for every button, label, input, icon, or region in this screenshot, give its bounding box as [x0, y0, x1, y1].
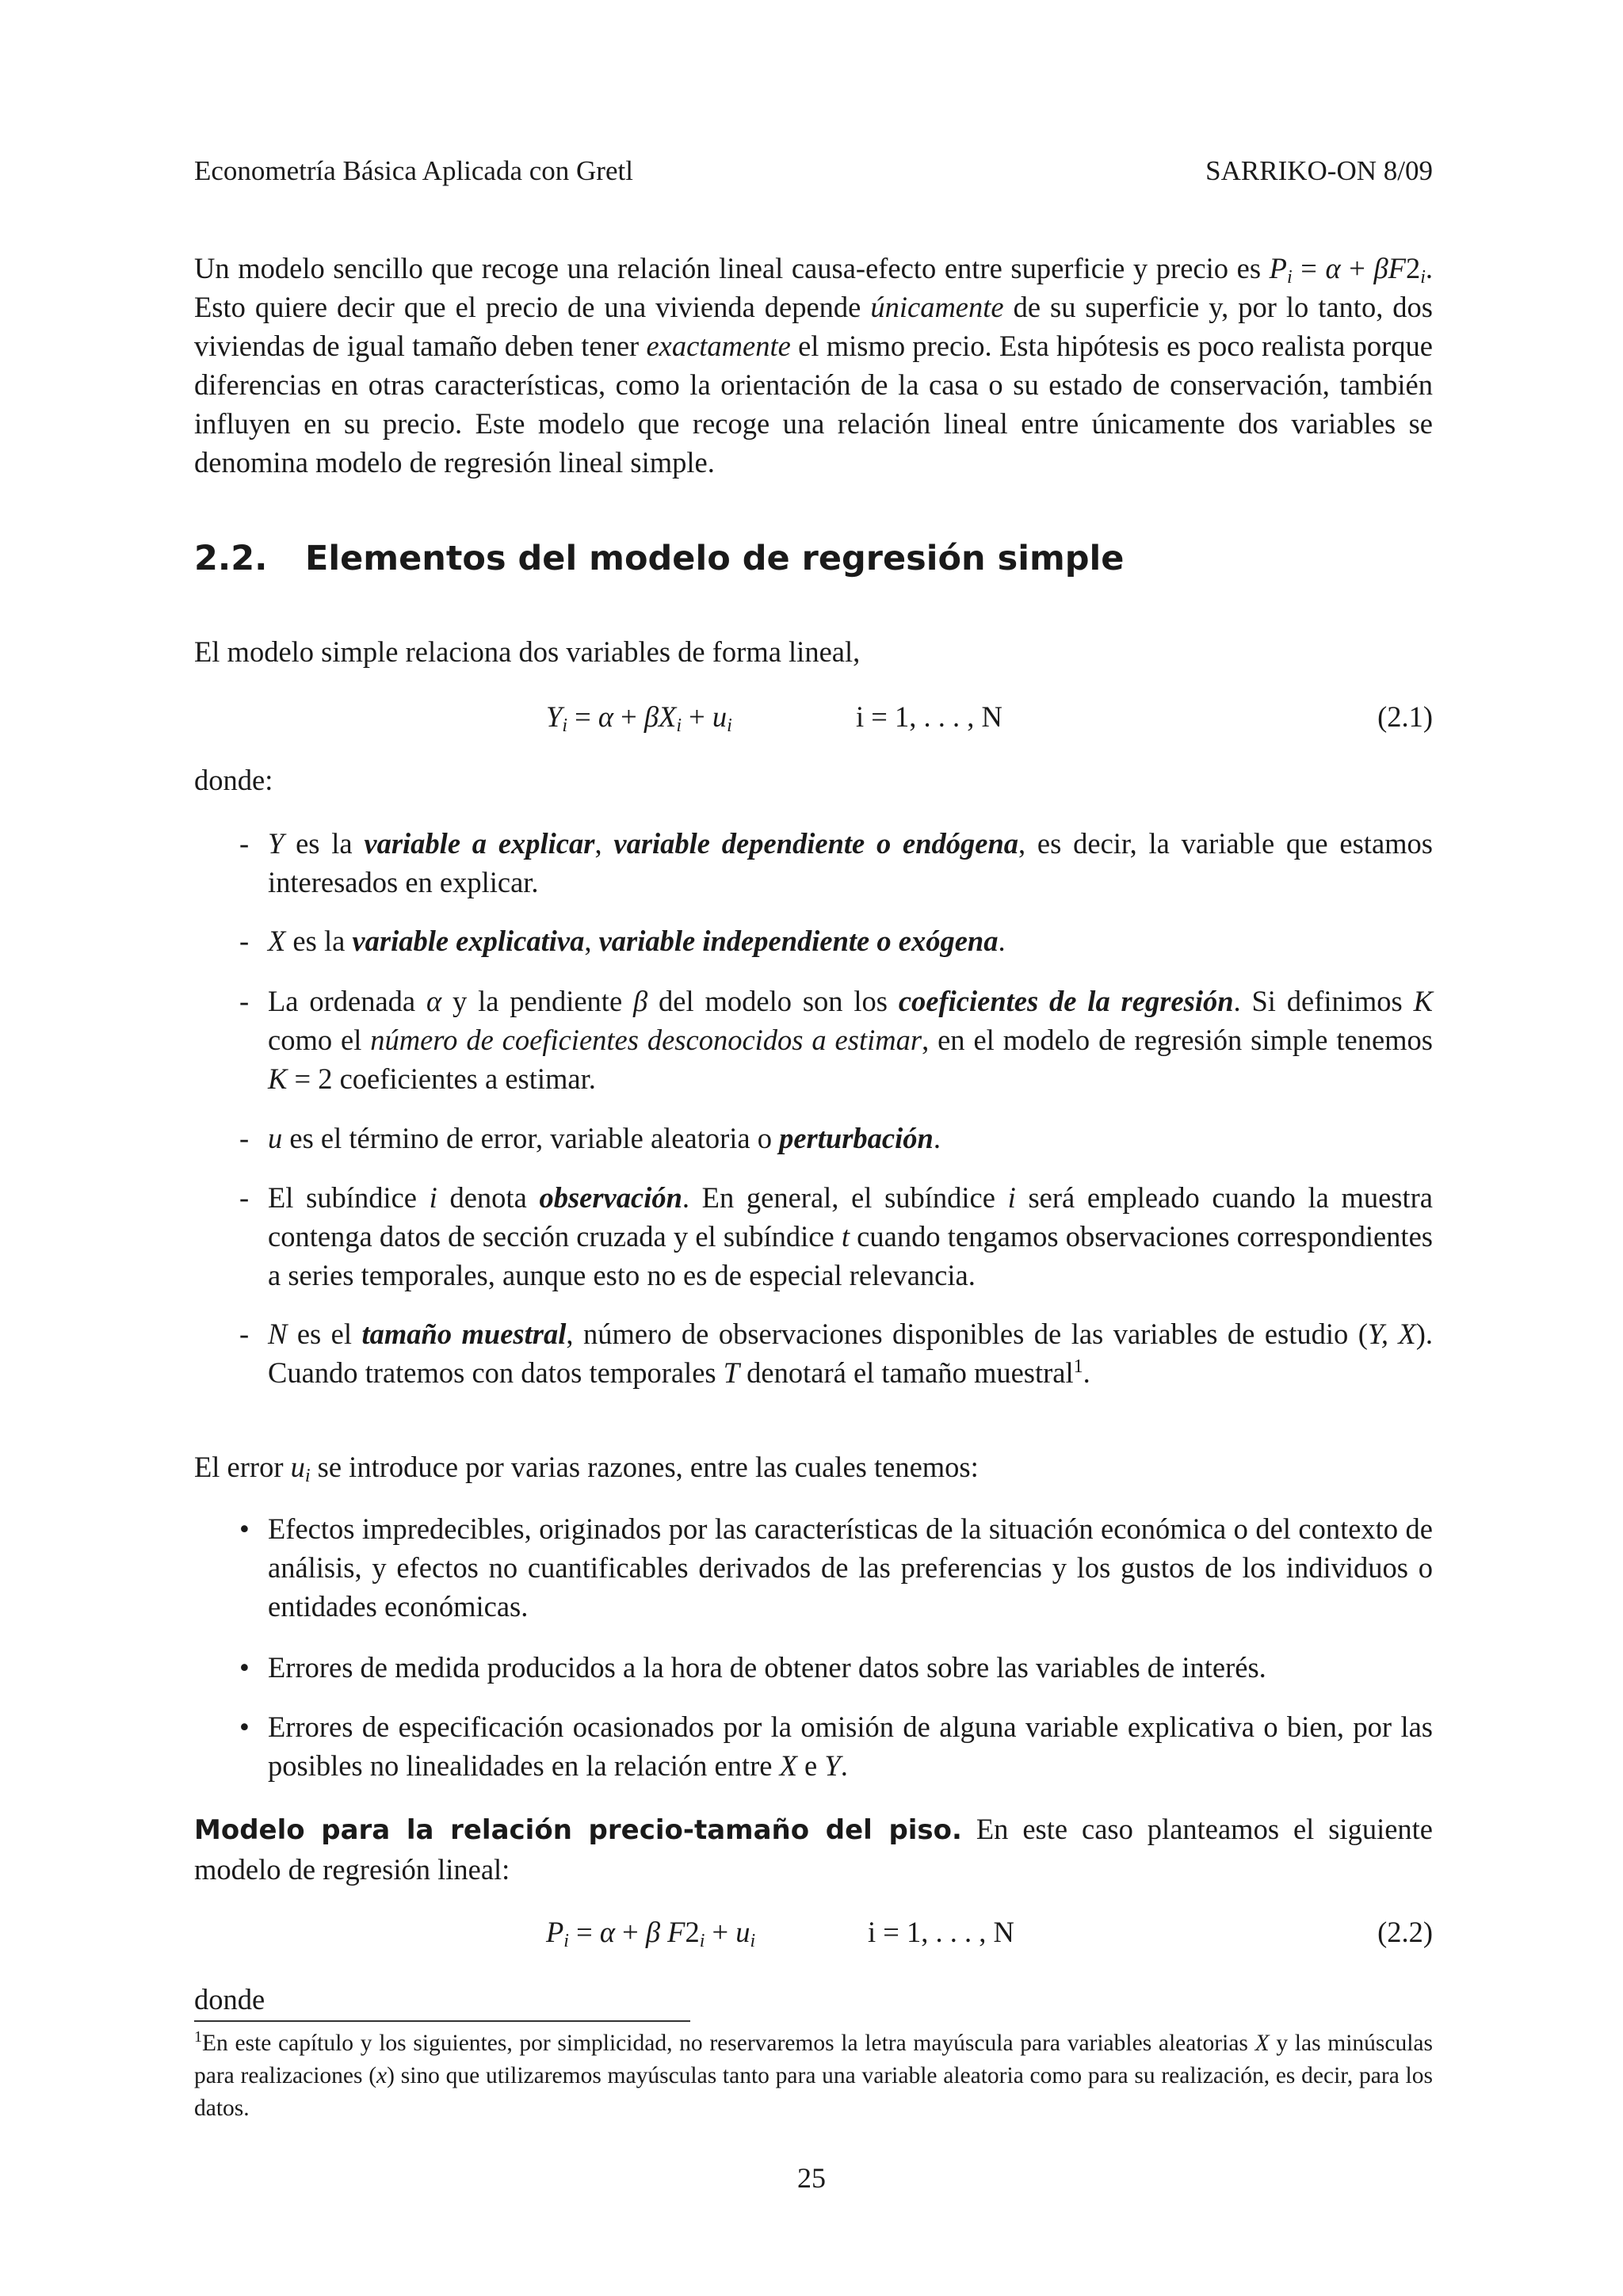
section-number: 2.2. [194, 539, 268, 578]
model-intro: El modelo simple relaciona dos variables de forma lineal, [194, 635, 861, 668]
equation-number: (2.2) [1377, 1916, 1433, 1948]
list-item: - X es la variable explicativa, variable independiente o exógena. [239, 925, 1006, 957]
donde-label: donde: [194, 764, 273, 796]
equation-2-2 [194, 1915, 1433, 1955]
equation-expression: $P_i = \alpha + \beta$ $F2_i + u_i$ [546, 1916, 756, 1951]
footnote: $^1$En este capítulo y los siguientes, por simplicidad, no reservaremos la letra mayúscula para variables aleatorias X y las minúsculas para realizaciones (x) sino que utilizaremos mayúsculas tanto para una variable aleatoria como para su realización, es decir, para los datos. [194, 2028, 1433, 2121]
equation-2-1 [194, 700, 1433, 739]
list-item: - La ordenada α y la pendiente β del modelo son los coeficientes de la regresión. Si definimos K como el número de coeficientes desconocidos a estimar, en el modelo de regresión simple tenemos K = 2 coeficientes a estimar. [239, 985, 1434, 1095]
emphasis-exactamente: exactamente [646, 330, 791, 362]
emphasis-unicamente: únicamente [870, 291, 1004, 323]
donde-label: donde [194, 1983, 265, 2016]
page-number: 25 [797, 2162, 826, 2194]
model-paragraph: Modelo para la relación precio-tamaño del piso. En este caso planteamos el siguiente modelo de regresión lineal: [194, 1813, 1434, 1886]
list-item: • Efectos impredecibles, originados por las características de la situación económica o del contexto de análisis, y efectos no cuantificables derivados de las preferencias y los gustos de los individuos o entidades económicas. [194, 1509, 1433, 1628]
equation-range: i = 1, . . . , N [856, 700, 1002, 733]
equation-range: i = 1, . . . , N [868, 1916, 1014, 1948]
list-item: - El subíndice i denota observación. En general, el subíndice i será empleado cuando la muestra contenga datos de sección cruzada y el subíndice t cuando tengamos observaciones correspondientes a series temporales, aunque esto no es de especial relevancia. [239, 1181, 1434, 1291]
equation-expression: $Y_i = \alpha + \beta X_i + u_i$ [546, 700, 732, 736]
equation-number: (2.1) [1377, 700, 1433, 733]
list-item: • Errores de medida producidos a la hora de obtener datos sobre las variables de interés. [194, 1648, 1433, 1688]
bullet-icon: • [239, 1711, 250, 1743]
footnote-ref: 1 [1073, 1356, 1083, 1377]
running-header [194, 155, 1433, 193]
list-item: • Errores de especificación ocasionados por la omisión de alguna variable explicativa o bien, por las posibles no linealidades en la relación entre X e Y. [194, 1707, 1433, 1787]
error-intro: El error $u_i$ se introduce por varias razones, entre las cuales tenemos: [194, 1451, 979, 1486]
section-title: Elementos del modelo de regresión simple [305, 539, 1125, 578]
section-heading [194, 539, 1124, 578]
header-series: SARRIKO-ON 8/09 [1205, 155, 1433, 186]
paragraph-lead: Modelo para la relación precio-tamaño del piso. [194, 1814, 962, 1846]
footnote-divider [194, 2020, 690, 2022]
paragraph-intro: Un modelo sencillo que recoge una relación lineal causa-efecto entre superficie y precio es $P_i = \alpha + \beta F2_i$. Esto quiere decir que el precio de una vivienda depende únicamente de su superficie y, por lo tanto, dos viviendas de igual tamaño deben tener exactamente el mismo precio. Esta hipótesis es poco realista porque diferencias en otras características, como la orientación de la casa o su estado de conservación, también influyen en su precio. Este modelo que recoge una relación lineal entre únicamente dos variables se denomina modelo de regresión lineal simple. [194, 252, 1433, 479]
list-item: - N es el tamaño muestral, número de observaciones disponibles de las variables de estudio (Y, X). Cuando tratemos con datos temporales T denotará el tamaño muestral$^1$. [239, 1318, 1433, 1389]
bullet-icon: • [239, 1651, 250, 1684]
bullet-icon: • [239, 1512, 250, 1545]
list-item: - Y es la variable a explicar, variable dependiente o endógena, es decir, la variable que estamos interesados en explicar. [239, 827, 1433, 898]
list-item: - u es el término de error, variable aleatoria o perturbación. [239, 1122, 941, 1154]
header-title: Econometría Básica Aplicada con Gretl [194, 155, 633, 186]
